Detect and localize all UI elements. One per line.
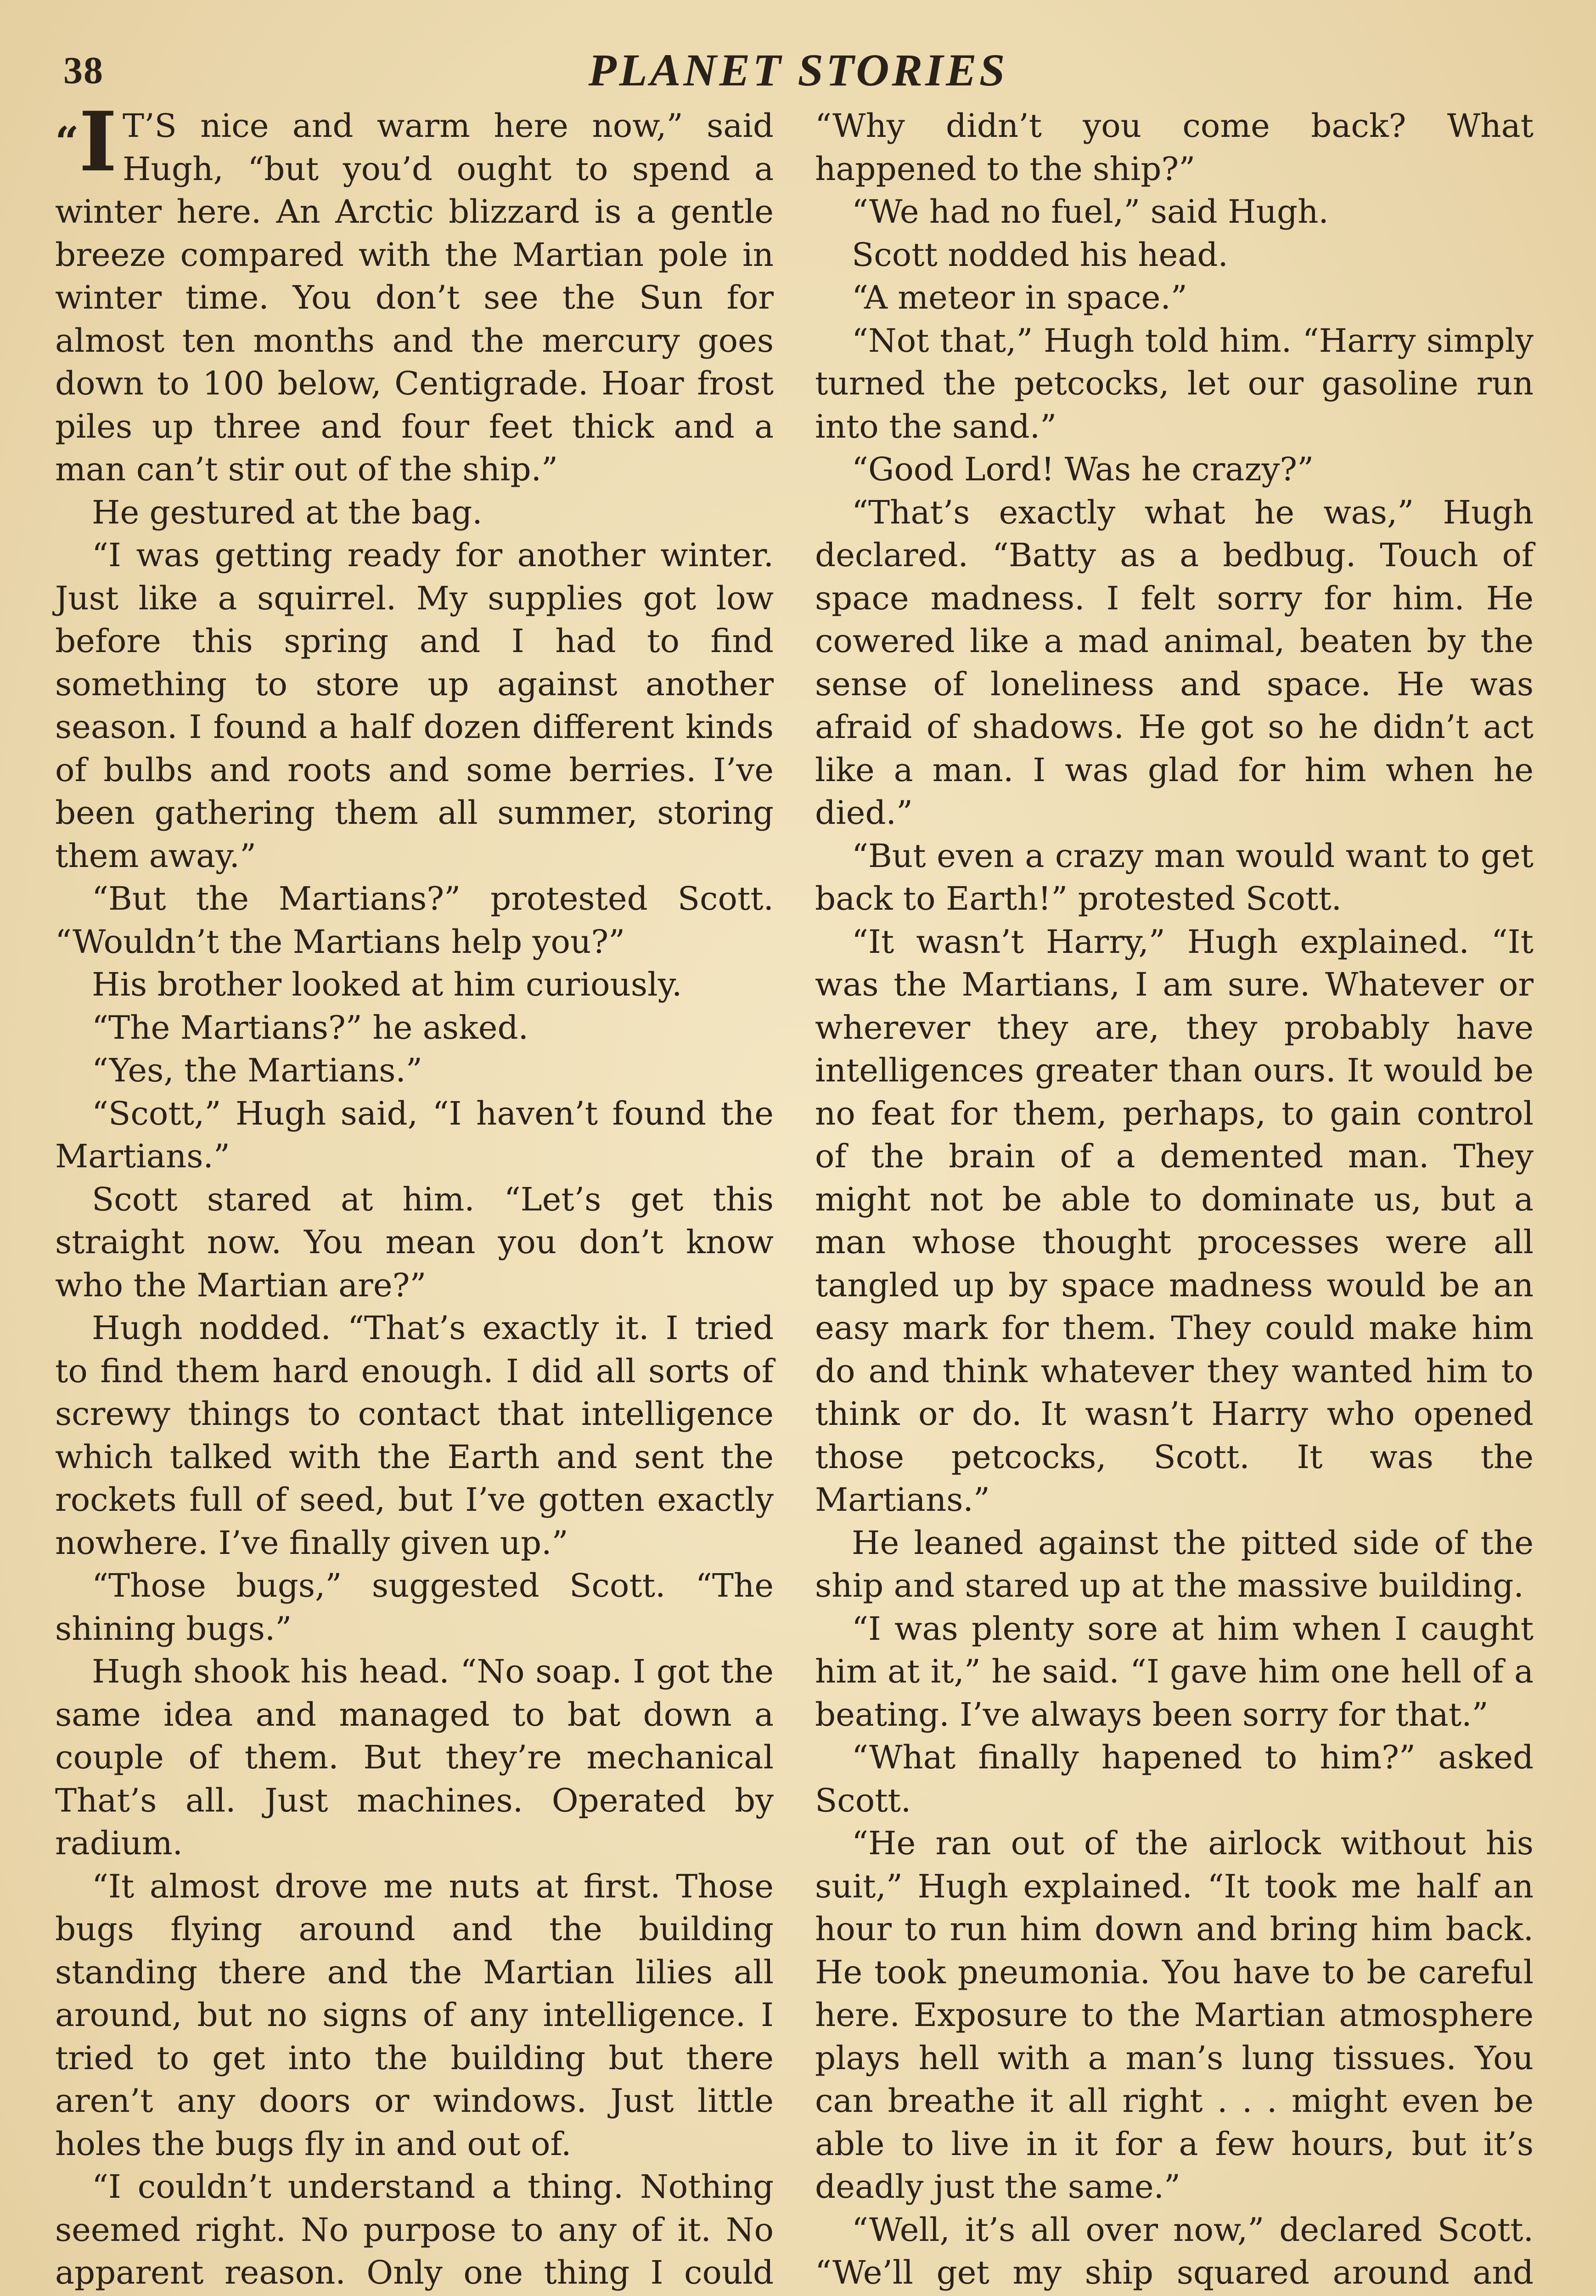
paragraph: “I was getting ready for another winter. Just like a squirrel. My supplies got low before this spring and I had to find something to store up against another season. I found a half dozen different kinds of bulbs and roots and some berries. I’ve been gathering them all summer, storing them away.” bbox=[55, 536, 774, 875]
drop-cap: “I bbox=[55, 94, 118, 190]
paragraph: “It almost drove me nuts at first. Those bugs flying around and the building standing there and the Martian lilies all around, but no signs of any intelligence. I tried to get into the building but there aren’t any doors or windows. Just little holes the bugs fly in and out of. bbox=[55, 1867, 774, 2163]
running-head: PLANET STORIES bbox=[588, 45, 1008, 96]
paragraph: “We had no fuel,” said Hugh. bbox=[852, 193, 1329, 231]
paragraph: “Well, it’s all over now,” declared Scott. “We’ll get my ship squared around and bbox=[815, 2211, 1534, 2291]
paragraph: “Not that,” Hugh told him. “Harry simply turned the petcocks, let our gasoline run into the sand.” bbox=[815, 321, 1534, 445]
paragraph: “He ran out of the airlock without his suit,” Hugh explained. “It took me half an hour to run him down and bring him back. He took pneumonia. You have to be careful here. Exposure to the Martian atmosphere plays hell with a man’s lung tissues. You can breathe it all right . . . might even be able to live in it for a few hours, but it’s deadly just the same.” bbox=[815, 1824, 1534, 2206]
paragraph: Hugh shook his head. “No soap. I got the same idea and managed to bat down a couple of them. But they’re mechanical That’s all. Just machines. Operated by radium. bbox=[55, 1653, 774, 1862]
paragraph: Hugh nodded. “That’s exactly it. I tried to find them hard enough. I did all sorts of screwy things to contact that intelligence which talked with the Earth and sent the rockets full of seed, but I’ve gotten exactly nowhere. I’ve finally given up.” bbox=[55, 1309, 774, 1562]
page-number: 38 bbox=[63, 49, 104, 92]
page-header bbox=[55, 44, 1541, 103]
paragraph: “Why didn’t you come back? What happened to the ship?” bbox=[815, 107, 1534, 188]
paragraph: “It wasn’t Harry,” Hugh explained. “It was the Martians, I am sure. Whatever or wherever they are, they probably have intelligences greater than ours. It would be no feat for them, perhaps, to gain control of the brain of a demented man. They might not be able to dominate us, but a man whose thought processes were all tangled up by space madness would be an easy mark for them. They could make him do and think whatever they wanted him to think or do. It wasn’t Harry who opened those petcocks, Scott. It was the Martians.” bbox=[815, 923, 1534, 1519]
paragraph: He gestured at the bag. bbox=[92, 493, 483, 531]
paragraph: “What finally hapened to him?” asked Scott. bbox=[815, 1739, 1534, 1819]
paragraph: “I couldn’t understand a thing. Nothing seemed right. No purpose to any of it. No apparent reason. Only one thing I could bbox=[55, 2168, 774, 2291]
right-column bbox=[815, 105, 1534, 2296]
paragraph: Scott stared at him. “Let’s get this straight now. You mean you don’t know who the Martian are?” bbox=[55, 1180, 774, 1304]
paragraph: “Those bugs,” suggested Scott. “The shining bugs.” bbox=[55, 1567, 774, 1648]
paragraph: “Good Lord! Was he crazy?” bbox=[852, 450, 1314, 488]
paragraph: “Scott,” Hugh said, “I haven’t found the Martians.” bbox=[55, 1094, 774, 1175]
paragraph: Scott nodded his head. bbox=[852, 236, 1228, 274]
paragraph: “That’s exactly what he was,” Hugh declared. “Batty as a bedbug. Touch of space madness. I felt sorry for him. He cowered like a mad animal, beaten by the sense of loneliness and space. He was afraid of shadows. He got so he didn’t act like a man. I was glad for him when he died.” bbox=[815, 493, 1534, 832]
paragraph: He leaned against the pitted side of the ship and stared up at the massive building. bbox=[815, 1524, 1534, 1604]
paragraph: “A meteor in space.” bbox=[852, 279, 1187, 316]
paragraph: “But even a crazy man would want to get back to Earth!” protested Scott. bbox=[815, 837, 1534, 917]
paragraph: “I T’S nice and warm here now,” said Hugh, “but you’d ought to spend a winter here. An Arctic blizzard is a gentle breeze compared with the Martian pole in winter time. You don’t see the Sun for almost ten months and the mercury goes down to 100 below, Centigrade. Hoar frost piles up three and four feet thick and a man can’t stir out of the ship.” bbox=[55, 94, 774, 488]
paragraph: “But the Martians?” protested Scott. “Wouldn’t the Martians help you?” bbox=[55, 880, 774, 961]
paragraph: “I was plenty sore at him when I caught him at it,” he said. “I gave him one hell of a beating. I’ve always been sorry for that.” bbox=[815, 1609, 1534, 1733]
paragraph: “The Martians?” he asked. bbox=[92, 1008, 528, 1047]
paragraph: “Yes, the Martians.” bbox=[92, 1052, 422, 1089]
left-column bbox=[55, 94, 774, 2296]
paragraph: His brother looked at him curiously. bbox=[92, 966, 682, 1003]
